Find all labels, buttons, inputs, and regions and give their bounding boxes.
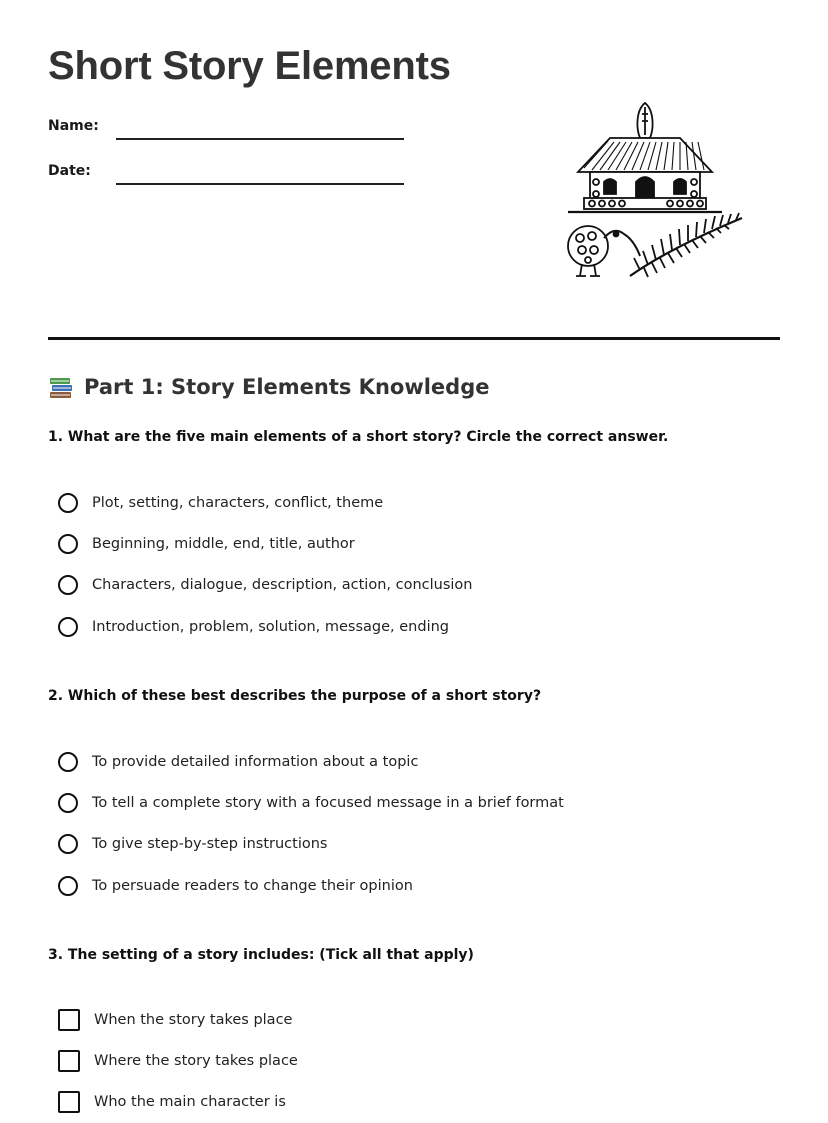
radio-circle[interactable] [58, 575, 78, 595]
question-1-option[interactable] [58, 482, 472, 523]
option-label: Introduction, problem, solution, message, ending [92, 618, 449, 635]
option-label: To persuade readers to change their opinion [92, 877, 413, 894]
question-2-option[interactable] [58, 782, 564, 823]
page-title: Short Story Elements [48, 44, 451, 88]
checkbox[interactable] [58, 1091, 80, 1113]
option-label: To give step-by-step instructions [92, 836, 328, 853]
radio-circle[interactable] [58, 876, 78, 896]
radio-circle[interactable] [58, 793, 78, 813]
option-label: To tell a complete story with a focused message in a brief format [92, 794, 564, 811]
option-label: Beginning, middle, end, title, author [92, 535, 355, 552]
silver-fern-icon [630, 213, 742, 277]
section-divider [48, 337, 780, 340]
option-label: To provide detailed information about a topic [92, 753, 419, 770]
option-label: Who the main character is [94, 1094, 286, 1111]
part1-heading-text: Part 1: Story Elements Knowledge [84, 375, 490, 399]
radio-circle[interactable] [58, 834, 78, 854]
name-field [48, 118, 404, 140]
question-3-option[interactable] [58, 999, 298, 1040]
question-3-option[interactable] [58, 1040, 298, 1081]
radio-circle[interactable] [58, 534, 78, 554]
question-3: 3. The setting of a story includes: (Tick all that apply) [48, 947, 474, 963]
question-1: 1. What are the five main elements of a short story? Circle the correct answer. [48, 429, 669, 445]
option-label: Where the story takes place [94, 1052, 298, 1069]
date-field [48, 163, 404, 185]
question-2-option[interactable] [58, 824, 564, 865]
question-2-options [58, 741, 564, 906]
radio-circle[interactable] [58, 493, 78, 513]
radio-circle[interactable] [58, 752, 78, 772]
option-label: When the story takes place [94, 1011, 293, 1028]
question-3-options [58, 999, 298, 1123]
question-1-option[interactable] [58, 565, 472, 606]
kiwi-bird-icon [568, 226, 640, 276]
part1-heading [48, 374, 489, 400]
maori-meeting-house-kiwi-fern-illustration [560, 98, 750, 286]
question-1-option[interactable] [58, 523, 472, 564]
meeting-house-icon [568, 138, 722, 212]
carved-figure-icon [637, 103, 652, 138]
question-2-option[interactable] [58, 865, 564, 906]
option-label: Characters, dialogue, description, action, conclusion [92, 577, 473, 594]
name-label: Name: [48, 118, 99, 134]
question-2: 2. Which of these best describes the purpose of a short story? [48, 688, 542, 704]
books-icon [48, 374, 74, 400]
option-label: Plot, setting, characters, conflict, theme [92, 494, 384, 511]
question-3-option[interactable] [58, 1082, 298, 1123]
date-label: Date: [48, 163, 91, 179]
checkbox[interactable] [58, 1009, 80, 1031]
date-input-line[interactable] [116, 163, 404, 185]
question-2-option[interactable] [58, 741, 564, 782]
checkbox[interactable] [58, 1050, 80, 1072]
question-1-options [58, 482, 472, 647]
question-1-option[interactable] [58, 606, 472, 647]
radio-circle[interactable] [58, 617, 78, 637]
name-input-line[interactable] [116, 118, 404, 140]
